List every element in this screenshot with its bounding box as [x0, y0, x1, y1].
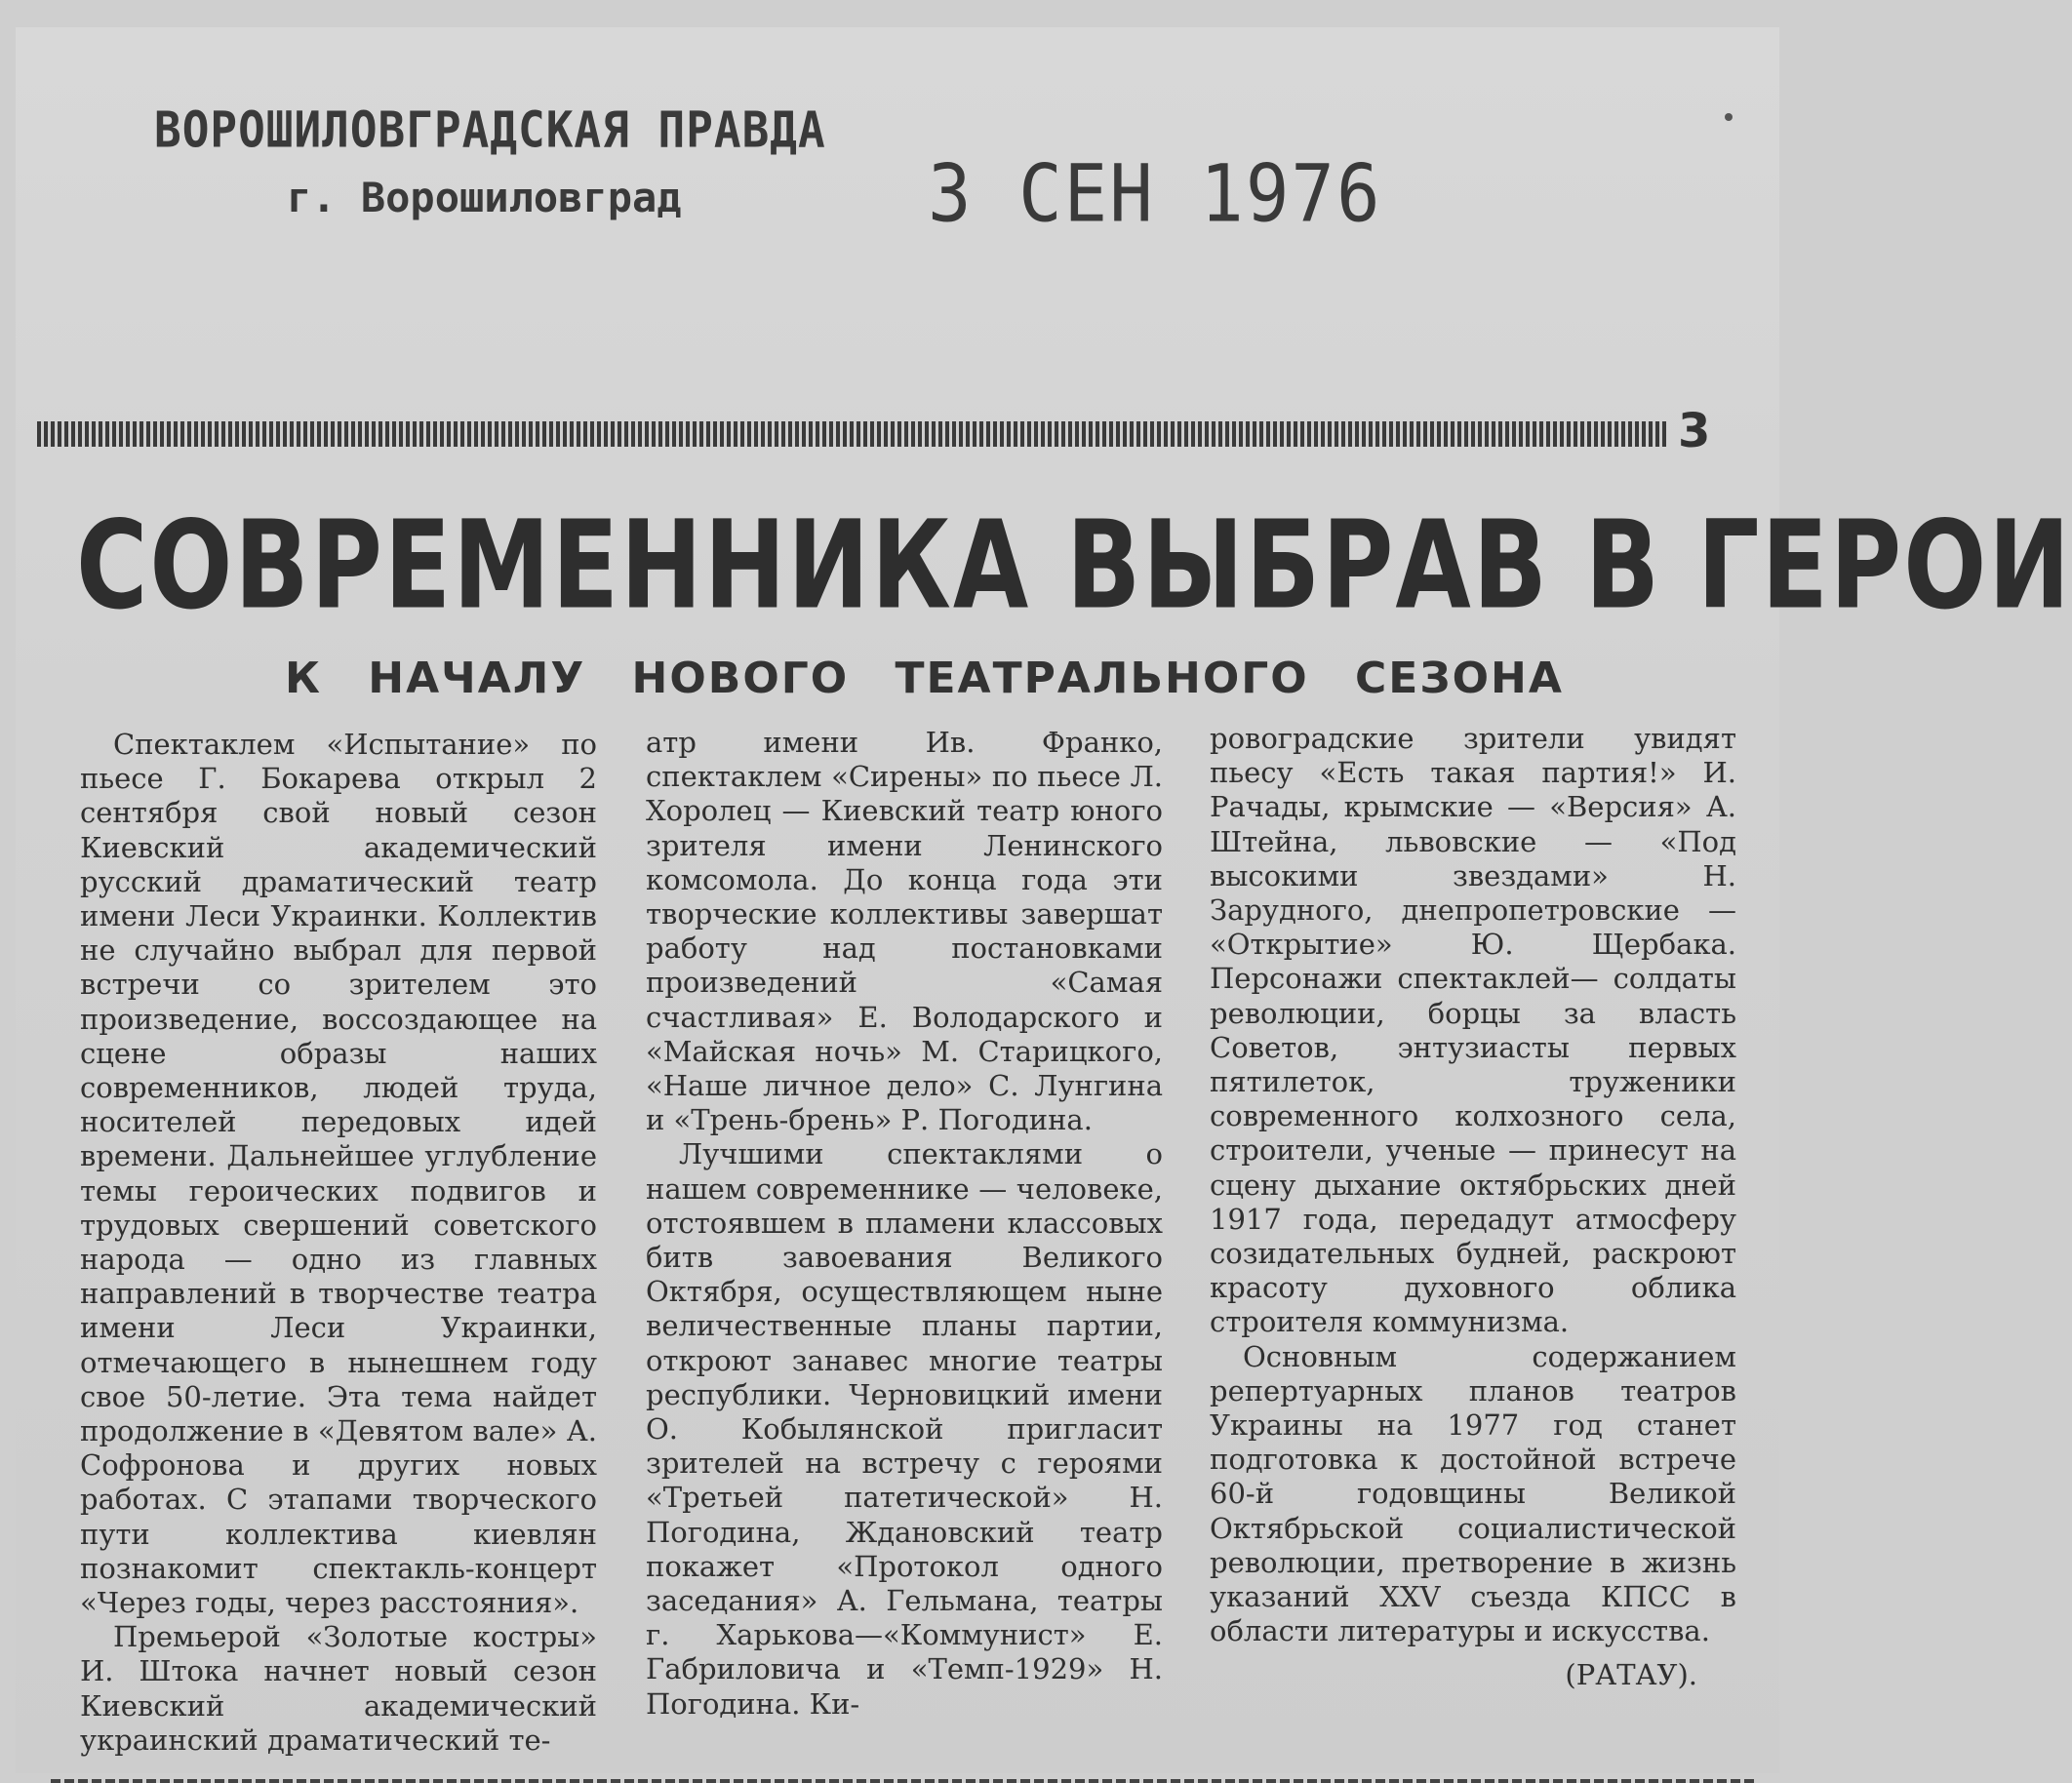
- page-number: 3: [1678, 404, 1711, 458]
- agency-signature: (РАТАУ).: [1565, 1658, 1697, 1692]
- article-column-2: [646, 726, 1163, 1722]
- ink-dot: [1725, 113, 1733, 121]
- paragraph: Премьерой «Золотые костры» И. Штока начнет новый сезон Киевский академический украинский драматический те-: [80, 1620, 597, 1757]
- page-rule: [37, 421, 1666, 447]
- newspaper-name-stamp: ВОРОШИЛОВГРАДСКАЯ ПРАВДА: [154, 100, 826, 159]
- paragraph: Лучшими спектаклями о нашем современнике — человеке, отстоявшем в пламени классовых битв завоевания Великого Октября, осуществляющем ныне величественные планы партии, откроют занавес многие театры республики. Черновицкий имени О. Кобылянской пригласит зрителей на встречу с героями «Третьей патетической» Н. Погодина, Ждановский театр покажет «Протокол одного заседания» А. Гельмана, театры г. Харькова—«Коммунист» Е. Габриловича и «Темп-1929» Н. Погодина. Ки-: [646, 1137, 1163, 1721]
- paragraph: Спектаклем «Испытание» по пьесе Г. Бокарева открыл 2 сентября свой новый сезон Киевский академический русский драматический театр имени Леси Украинки. Коллектив не случайно выбрал для первой встречи со зрителем это произведение, воссоздающее на сцене образы наших современников, людей труда, носителей передовых идей времени. Дальнейшее углубление темы героических подвигов и трудовых свершений советского народа — одно из главных направлений в творчестве театра имени Леси Украинки, отмечающего в нынешнем году свое 50-летие. Эта тема найдет продолжение в «Девятом вале» А. Софронова и других новых работах. С этапами творческого пути коллектива киевлян познакомит спектакль-концерт «Через годы, через расстояния».: [80, 728, 597, 1620]
- newspaper-clipping: [16, 27, 2072, 1773]
- article-column-1: [80, 728, 597, 1758]
- date-stamp: 3 СЕН 1976: [928, 147, 1382, 241]
- article-headline: СОВРЕМЕННИКА ВЫБРАВ В ГЕРОИ: [76, 494, 2072, 637]
- article-column-3: [1210, 722, 1736, 1693]
- bottom-rule: [51, 1779, 1758, 1783]
- paragraph: атр имени Ив. Франко, спектаклем «Сирены» по пьесе Л. Хоролец — Киевский театр юного зрителя имени Ленинского комсомола. До конца года эти творческие коллективы завершат работу над постановками произведений «Самая счастливая» Е. Володарского и «Майская ночь» М. Старицкого, «Наше личное дело» С. Лунгина и «Трень-брень» Р. Погодина.: [646, 726, 1163, 1137]
- paragraph: ровоградские зрители увидят пьесу «Есть такая партия!» И. Рачады, крымские — «Версия» А. Штейна, львовские — «Под высокими звездами» Н. Зарудного, днепропетровские — «Открытие» Ю. Щербака. Персонажи спектаклей— солдаты революции, борцы за власть Советов, энтузиасты первых пятилеток, труженики современного колхозного села, строители, ученые — принесут на сцену дыхание октябрьских дней 1917 года, передадут атмосферу созидательных будней, раскроют красоту духовного облика строителя коммунизма.: [1210, 722, 1736, 1339]
- paragraph: Основным содержанием репертуарных планов театров Украины на 1977 год станет подготовка к достойной встрече 60-й годовщины Великой Октябрьской социалистической революции, претворение в жизнь указаний XXV съезда КПСС в области литературы и искусства.: [1210, 1339, 1736, 1648]
- city-stamp: г. Ворошиловград: [287, 174, 682, 221]
- article-subheadline: К НАЧАЛУ НОВОГО ТЕАТРАЛЬНОГО СЕЗОНА: [285, 654, 1564, 703]
